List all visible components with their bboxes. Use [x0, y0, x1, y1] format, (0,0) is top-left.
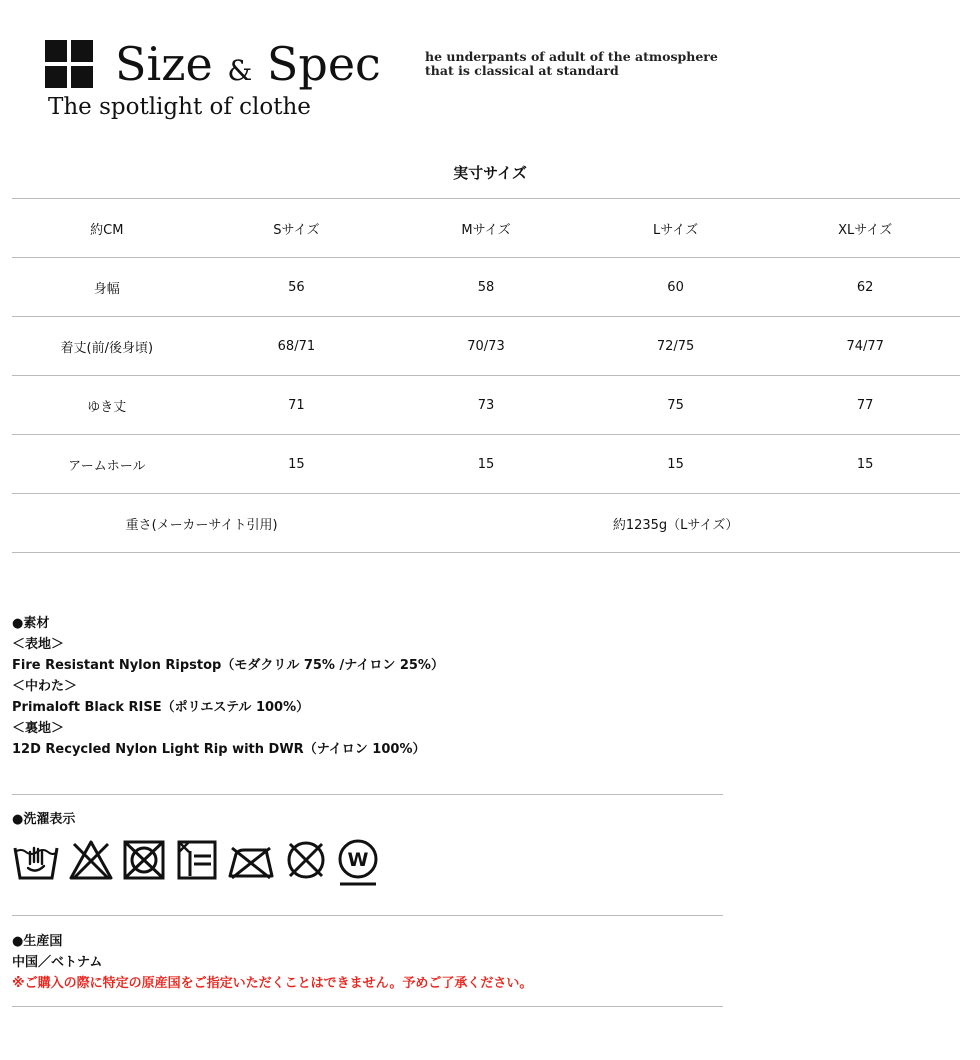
material-line: ＜中わた＞ [12, 679, 78, 694]
origin-notice: ※ご購入の際に特定の原産国をご指定いただくことはできません。予めご了承ください。 [12, 976, 533, 991]
table-cell: 15 [581, 435, 771, 494]
table-cell: 70/73 [391, 317, 581, 376]
column-header: Sサイズ [202, 199, 392, 258]
column-header: 約CM [12, 199, 202, 258]
row-label: 着丈(前/後身頃) [12, 317, 202, 376]
material-line: Primaloft Black RISE（ポリエステル 100%） [12, 700, 310, 715]
column-header: Mサイズ [391, 199, 581, 258]
table-row-weight [12, 494, 960, 553]
svg-text:W: W [347, 849, 369, 871]
table-cell: 77 [770, 376, 960, 435]
material-line: ＜表地＞ [12, 637, 65, 652]
row-label: アームホール [12, 435, 202, 494]
hand-wash-icon [12, 838, 60, 882]
low-iron-icon [226, 838, 276, 882]
table-cell: 15 [202, 435, 392, 494]
row-label: 身幅 [12, 258, 202, 317]
size-table [12, 198, 960, 553]
origin-heading: ●生産国 [12, 934, 63, 949]
table-row [12, 376, 960, 435]
divider [12, 915, 723, 916]
table-header-row [12, 199, 960, 258]
brand-title-end: Spec [266, 37, 381, 91]
brand-subtitle: The spotlight of clothe [48, 94, 311, 120]
brand-title [115, 38, 381, 97]
material-line: Fire Resistant Nylon Ripstop（モダクリル 75% /ナイロン 25%） [12, 658, 444, 673]
table-cell: 62 [770, 258, 960, 317]
table-cell: 15 [391, 435, 581, 494]
table-row [12, 258, 960, 317]
brand-title-main: Size [115, 37, 213, 91]
table-cell: 58 [391, 258, 581, 317]
no-dry-clean-icon [284, 838, 328, 882]
no-tumble-dry-icon [122, 838, 166, 882]
table-cell: 15 [770, 435, 960, 494]
size-table-title: 実寸サイズ [453, 164, 527, 182]
weight-value: 約1235g（Lサイズ） [391, 494, 960, 553]
tagline-line-1: he underpants of adult of the atmosphere [425, 49, 718, 64]
table-cell: 74/77 [770, 317, 960, 376]
material-section [12, 613, 723, 760]
care-section [12, 809, 723, 830]
row-label: ゆき丈 [12, 376, 202, 435]
material-line: 12D Recycled Nylon Light Rip with DWR（ナイロン 100%） [12, 742, 426, 757]
material-line: ＜裏地＞ [12, 721, 65, 736]
table-cell: 75 [581, 376, 771, 435]
table-cell: 68/71 [202, 317, 392, 376]
wet-clean-icon [336, 838, 380, 888]
material-heading: ●素材 [12, 616, 50, 631]
brand-title-amp: & [227, 54, 253, 87]
weight-label: 重さ(メーカーサイト引用) [12, 494, 391, 553]
tagline [425, 50, 718, 78]
table-row [12, 317, 960, 376]
table-cell: 73 [391, 376, 581, 435]
logo-grid-icon [45, 40, 93, 88]
table-cell: 71 [202, 376, 392, 435]
divider [12, 1006, 723, 1007]
origin-value: 中国／ベトナム [12, 955, 103, 970]
table-cell: 60 [581, 258, 771, 317]
tagline-line-2: that is classical at standard [425, 63, 619, 78]
table-row [12, 435, 960, 494]
line-dry-shade-icon [176, 838, 218, 882]
care-heading: ●洗濯表示 [12, 812, 76, 827]
origin-section [12, 931, 723, 994]
table-cell: 72/75 [581, 317, 771, 376]
column-header: Lサイズ [581, 199, 771, 258]
no-bleach-icon [68, 838, 114, 882]
divider [12, 794, 723, 795]
column-header: XLサイズ [770, 199, 960, 258]
table-cell: 56 [202, 258, 392, 317]
